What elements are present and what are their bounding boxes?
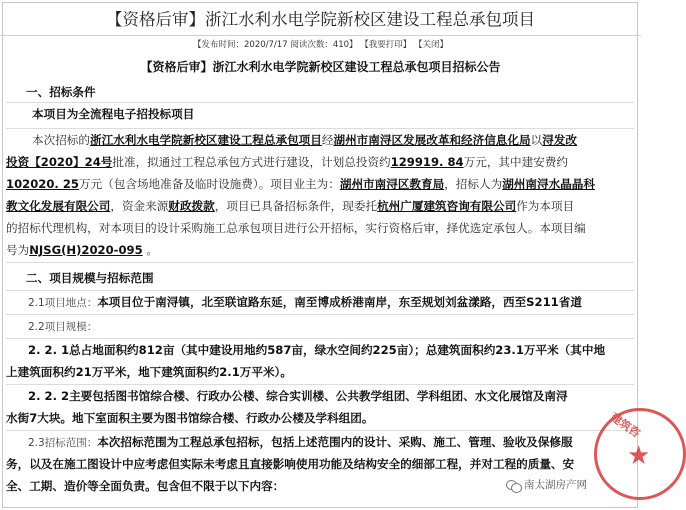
article-line [32, 132, 577, 148]
article-line [6, 410, 373, 426]
article-line [28, 388, 568, 404]
article-line [6, 478, 284, 494]
section-heading: 二、项目规模与招标范围 [26, 271, 154, 285]
article-line [6, 456, 574, 472]
article-line [26, 84, 96, 100]
text-segment: 129919. 84 [390, 155, 464, 169]
article-line [32, 106, 194, 122]
view-count: 阅读次数：410】 [290, 40, 358, 50]
publish-date: 【发布时间：2020/7/17 [193, 40, 288, 50]
text-segment: 经 [321, 133, 334, 147]
text-segment: 作为本项目 [516, 199, 575, 213]
article-line [26, 270, 154, 286]
text-segment: 102020. 25 [6, 177, 79, 191]
article-line [28, 318, 97, 335]
article-line [28, 342, 605, 358]
text-segment: 务，以及在施工图设计中应考虑但实际未考虑且直接影响使用功能及结构安全的细部工程，并对工程的质量、安 [6, 457, 575, 471]
text-segment: 湖州南浔水晶晶科 [502, 177, 595, 191]
text-segment: 2.2项目规模： [28, 321, 98, 333]
text-segment: 杭州广厦建筑咨询有限公司 [377, 199, 517, 213]
text-segment: 本次招标范围为工程总承包招标，包括上述范围内的设计、采购、施工、管理、验收及保修服 [97, 435, 573, 449]
divider [6, 314, 634, 315]
watermark-text: 南太湖房产网 [524, 479, 587, 491]
article-subtitle: 【资格后审】浙江水利水电学院新校区建设工程总承包项目招标公告 [140, 60, 501, 74]
article-line [6, 154, 568, 170]
text-segment: 浙江水利水电学院新校区建设工程总承包项目 [89, 133, 322, 147]
text-segment: 水街7大块。地下室面积主要为图书馆综合楼、行政办公楼及学科组团。 [6, 411, 374, 425]
text-segment: 万元，其中建安费约 [463, 155, 568, 169]
divider [6, 102, 634, 103]
text-segment: 本项目位于南浔镇，北至联谊路东延，南至博成桥港南岸，东至规划刘盆漾路，西至S211省道 [97, 295, 582, 309]
divider [6, 384, 634, 385]
divider [6, 290, 634, 291]
divider [6, 262, 634, 263]
text-segment: ，招标人为 [444, 177, 503, 191]
text-segment: ，资金来源 [110, 199, 169, 213]
text-segment: 投资【2020】24号 [6, 155, 113, 169]
text-segment: 2.1项目地点： [28, 297, 98, 309]
text-segment: NJSG(H)2020-095 [29, 243, 143, 257]
stamp-text: 建筑咨 [607, 410, 643, 441]
text-segment: 教文化发展有限公司 [6, 199, 111, 213]
article-line [6, 242, 158, 258]
watermark [506, 477, 587, 492]
text-segment: 湖州市南浔区教育局 [339, 177, 445, 191]
article-meta [0, 38, 641, 50]
text-segment: 湖州市南浔区发展改革和经济信息化局 [333, 133, 531, 147]
text-segment: 万元（包含场地准备及临时设施费）。项目业主为： [78, 177, 340, 191]
print-link[interactable]: 【我要打印】 [360, 40, 412, 50]
text-segment: 2. 2. 2主要包括图书馆综合楼、行政办公楼、综合实训楼、公共教学组团、学科组团、水文化展馆及南浔 [28, 389, 568, 403]
text-segment: 号为 [6, 243, 30, 257]
page-title: 【资格后审】浙江水利水电学院新校区建设工程总承包项目 [0, 0, 641, 36]
text-segment: 2. 2. 1总占地面积约812亩（其中建设用地约587亩，绿水空间约225亩）；总建筑面积约23.1万平米（其中地 [28, 343, 606, 357]
text-segment: 本次招标的 [32, 133, 90, 147]
text-segment: 财政拨款 [168, 199, 215, 213]
article-line [28, 434, 573, 451]
divider [6, 338, 634, 339]
close-link[interactable]: 【关闭】 [413, 40, 448, 50]
text-segment: 2.3招标范围： [28, 437, 98, 449]
divider [6, 128, 634, 129]
text-segment: 浔发改 [542, 133, 577, 147]
text-segment: 批准，拟通过工程总承包方式进行建设，计划总投资约 [112, 155, 391, 169]
divider [6, 430, 634, 431]
text-segment: 以 [530, 133, 543, 147]
article-line [28, 294, 582, 311]
text-segment: 的招标代理机构，对本项目的设计采购施工总承包项目进行公开招标，实行资格后审，择优选定承包人。本项目编 [6, 221, 586, 235]
article-line [6, 198, 574, 214]
text-segment: 全、工期、造价等全面负责。包含但不限于以下内容： [6, 479, 285, 493]
stamp-star-icon: ★ [627, 441, 651, 471]
text-segment: 。 [142, 243, 158, 257]
article-line [6, 176, 595, 192]
article-line [6, 220, 586, 236]
wechat-icon [506, 479, 520, 491]
text-segment: 本项目为全流程电子招投标项目 [32, 107, 195, 121]
seal-stamp [594, 408, 686, 500]
section-heading: 一、招标条件 [26, 85, 96, 99]
text-segment: 上建筑面积约21万平米，地下建筑面积约2.1万平米）。 [6, 365, 292, 379]
text-segment: ，项目已具备招标条件，现委托 [214, 199, 378, 213]
article-line [6, 364, 292, 380]
